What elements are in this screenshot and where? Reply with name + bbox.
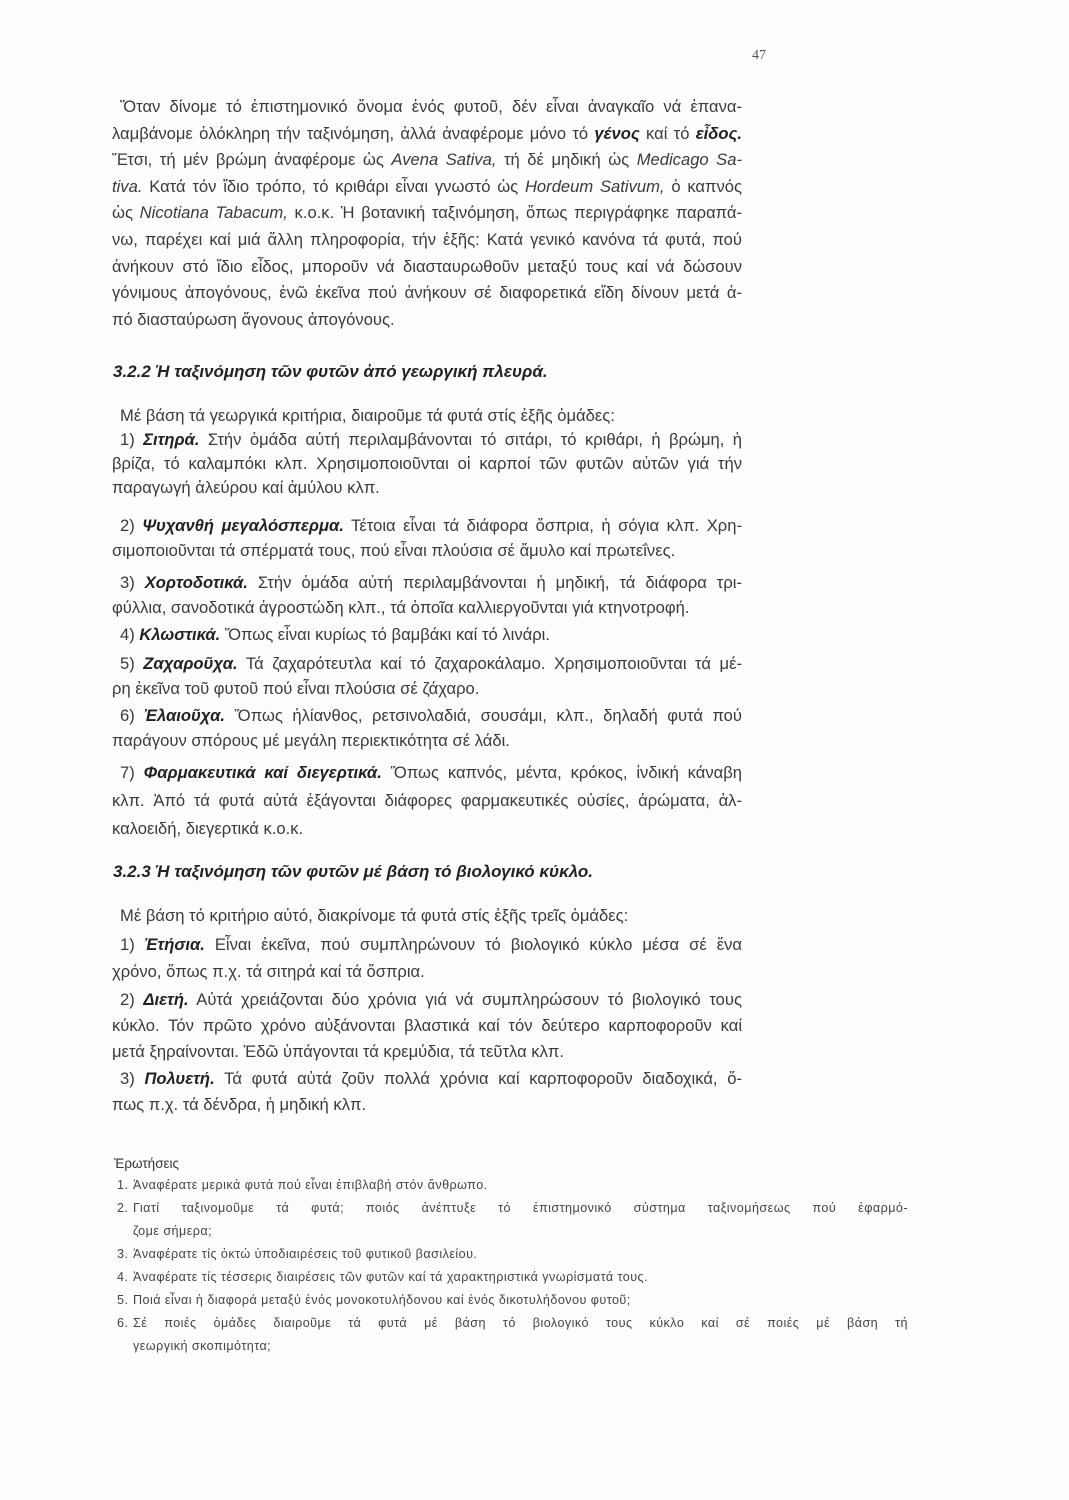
bold-term: Σιτηρά. bbox=[143, 430, 200, 449]
bold-term: Ζαχαροῦχα. bbox=[143, 654, 238, 673]
text-run: Εἶναι ἐκεῖνα, πού συμπληρώνουν τό βιολογικό κύκλο μέσα σέ ἕνα bbox=[204, 935, 742, 954]
section-heading-3-2-3: 3.2.3 Ἡ ταξινόμηση τῶν φυτῶν μέ βάση τό βιολογικό κύκλο. bbox=[113, 862, 594, 881]
text-run: γόνιμους ἀπογόνους, ἐνῶ ἐκεῖνα πού ἀνήκουν σέ διαφορετικά εἴδη δίνουν μετά ἀ- bbox=[112, 283, 742, 303]
text-run: 3) bbox=[120, 573, 145, 592]
text-run: μετά ξηραίνονται. Ἐδῶ ὑπάγονται τά κρεμύδια, τά τεῦτλα κλπ. bbox=[112, 1042, 564, 1061]
text-line bbox=[112, 815, 742, 843]
bold-term: Χορτοδοτικά. bbox=[144, 573, 248, 592]
text-run: Ὅπως ἡλίανθος, ρετσινολαδιά, σουσάμι, κλπ., δηλαδή φυτά πού bbox=[225, 706, 742, 725]
question-item bbox=[117, 1197, 908, 1243]
question-item bbox=[117, 1312, 908, 1358]
text-run: 3) bbox=[120, 1069, 145, 1088]
text-run: 6) bbox=[120, 706, 145, 725]
italic-term: Avena Sativa, bbox=[391, 150, 497, 170]
text-run: 4) bbox=[120, 625, 140, 644]
text-line bbox=[112, 1066, 742, 1092]
section-3-2-2-intro bbox=[112, 403, 742, 428]
italic-term: Nicotiana Tabacum, bbox=[139, 203, 288, 223]
list-item-perennial bbox=[112, 1066, 742, 1118]
question-item bbox=[117, 1289, 908, 1312]
italic-term: tiva. bbox=[112, 176, 143, 196]
text-line bbox=[112, 931, 742, 958]
text-line bbox=[112, 987, 742, 1013]
bold-term: Φαρμακευτικά καί διεγερτικά. bbox=[143, 763, 382, 782]
text-line bbox=[112, 1092, 742, 1118]
text-run: νω, παρέχει καί μιά ἄλλη πληροφορία, τήν ἑξῆς: Κατά γενικό κανόνα τά φυτά, πού bbox=[112, 230, 742, 249]
text-line bbox=[112, 514, 742, 539]
question-text: ζομε σήμερα; bbox=[133, 1224, 213, 1238]
question-text: Σέ ποιές ὁμάδες διαιροῦμε τά φυτά μέ βάση τό βιολογικό τους κύκλο καί σέ ποιές μέ βάση τή bbox=[133, 1316, 908, 1330]
questions-list bbox=[117, 1174, 908, 1358]
text-line bbox=[112, 476, 742, 500]
text-run: Τά φυτά αὐτά ζοῦν πολλά χρόνια καί καρποφοροῦν διαδοχικά, ὅ- bbox=[214, 1069, 742, 1088]
question-number: 4. bbox=[117, 1270, 129, 1284]
text-run: παράγουν σπόρους μέ μεγάλη περιεκτικότητα σέ λάδι. bbox=[112, 730, 510, 750]
question-number: 1. bbox=[117, 1178, 129, 1192]
text-run: κλπ. Ἀπό τά φυτά αὐτά ἐξάγονται διάφορες φαρμακευτικές οὐσίες, ἀρώματα, ἀλ- bbox=[112, 791, 742, 810]
text-line bbox=[112, 452, 742, 476]
list-item-forage bbox=[112, 571, 742, 620]
text-run: 1) bbox=[120, 430, 144, 449]
section-3-2-3-intro bbox=[112, 903, 742, 929]
bold-term: Ἐλαιοῦχα. bbox=[144, 706, 226, 725]
text-line bbox=[112, 307, 742, 334]
text-run: καλοειδή, διεγερτικά κ.ο.κ. bbox=[112, 819, 304, 838]
text-run: Ὅταν δίνομε τό ἐπιστημονικό ὄνομα ἑνός φυτοῦ, δέν εἶναι ἀναγκαῖο νά ἐπανα- bbox=[120, 97, 742, 116]
question-item bbox=[117, 1174, 908, 1197]
text-run: Στήν ὁμάδα αὐτή περιλαμβάνονται τό σιτάρι, τό κριθάρι, ἡ βρώμη, ἡ bbox=[199, 430, 742, 449]
italic-term: Medicago Sa- bbox=[636, 150, 743, 170]
text-run: Αὐτά χρειάζονται δύο χρόνια γιά νά συμπληρώσουν τό βιολογικό τους bbox=[188, 990, 742, 1009]
text-run: Ἔτσι, τή μέν βρώμη ἀναφέρομε ὡς bbox=[112, 150, 392, 170]
text-run: 2) bbox=[120, 990, 144, 1009]
text-line bbox=[112, 121, 742, 148]
text-line bbox=[112, 787, 742, 815]
text-line bbox=[112, 1039, 742, 1065]
question-text: Ἀναφέρατε τίς τέσσερις διαιρέσεις τῶν φυτῶν καί τά χαρακτηριστικά γνωρίσματά τους. bbox=[133, 1270, 649, 1284]
text-line bbox=[112, 174, 742, 201]
text-run: Μέ βάση τά γεωργικά κριτήρια, διαιροῦμε τά φυτά στίς ἑξῆς ὁμάδες: bbox=[120, 406, 615, 425]
text-run: παραγωγή ἀλεύρου καί ἀμύλου κλπ. bbox=[112, 478, 380, 498]
text-line bbox=[112, 623, 742, 648]
question-text: Ποιά εἶναι ἡ διαφορά μεταξύ ἑνός μονοκοτυλήδονου καί ἑνός δικοτυλήδονου φυτοῦ; bbox=[133, 1293, 631, 1307]
question-text: Ἀναφέρατε τίς ὀκτώ ὑποδιαιρέσεις τοῦ φυτικοῦ βασιλείου. bbox=[133, 1247, 478, 1261]
bold-term: γένος bbox=[594, 123, 640, 143]
text-run: Τέτοια εἶναι τά διάφορα ὄσπρια, ἡ σόγια κλπ. Χρη- bbox=[343, 516, 743, 535]
list-item-medicinal bbox=[112, 759, 742, 843]
text-line bbox=[112, 596, 742, 621]
question-text: Ἀναφέρατε μερικά φυτά πού εἶναι ἐπιβλαβή στόν ἄνθρωπο. bbox=[133, 1178, 488, 1192]
text-run: κύκλο. Τόν πρῶτο χρόνο αὐξάνονται βλαστικά καί τόν δεύτερο καρποφοροῦν καί bbox=[112, 1016, 742, 1035]
text-line bbox=[112, 227, 742, 254]
list-item-biennial bbox=[112, 987, 742, 1065]
text-run: Τά ζαχαρότευτλα καί τό ζαχαροκάλαμο. Χρησιμοποιοῦνται τά μέ- bbox=[237, 654, 742, 673]
text-run: χρόνο, ὅπως π.χ. τά σιτηρά καί τά ὄσπρια. bbox=[112, 962, 425, 981]
text-run: σιμοποιοῦνται τά σπέρματά τους, πού εἶναι πλούσια σέ ἄμυλο καί πρωτεΐνες. bbox=[112, 540, 676, 560]
text-line bbox=[112, 200, 742, 227]
text-line bbox=[112, 677, 742, 702]
intro-paragraph bbox=[112, 94, 742, 333]
question-item bbox=[117, 1243, 908, 1266]
question-number: 2. bbox=[117, 1201, 129, 1215]
text-run: Ὅπως καπνός, μέντα, κρόκος, ἰνδική κάναβη bbox=[381, 763, 743, 782]
question-text: Γιατί ταξινομοῦμε τά φυτά; ποιός ἀνέπτυξε τό ἐπιστημονικό σύστημα ταξινομήσεως πού ἐφαρμό- bbox=[133, 1201, 908, 1215]
text-run: Ὅπως εἶναι κυρίως τό βαμβάκι καί τό λινάρι. bbox=[220, 625, 550, 644]
text-run: πως π.χ. τά δένδρα, ἡ μηδική κλπ. bbox=[112, 1095, 367, 1114]
text-run: Στήν ὁμάδα αὐτή περιλαμβάνονται ἡ μηδική, τά διάφορα τρι- bbox=[247, 573, 742, 592]
text-line bbox=[112, 147, 742, 174]
text-run: ὁ καπνός bbox=[664, 176, 743, 196]
bold-term: Ἐτήσια. bbox=[144, 935, 205, 954]
text-run: ὡς bbox=[112, 203, 140, 223]
text-run: φύλλια, σανοδοτικά ἀγροστώδη κλπ., τά ὁποῖα καλλιεργοῦνται γιά κτηνοτροφή. bbox=[112, 597, 690, 617]
section-heading-3-2-2: 3.2.2 Ἡ ταξινόμηση τῶν φυτῶν ἀπό γεωργική πλευρά. bbox=[113, 362, 548, 381]
text-run: 7) bbox=[120, 763, 144, 782]
text-run: 5) bbox=[120, 654, 144, 673]
bold-term: Διετή. bbox=[143, 990, 189, 1009]
list-item-cereals bbox=[112, 428, 742, 501]
list-item-annual bbox=[112, 931, 742, 985]
question-number: 6. bbox=[117, 1316, 129, 1330]
text-line bbox=[112, 403, 742, 428]
questions-heading: Ἐρωτήσεις bbox=[114, 1156, 180, 1171]
text-line bbox=[112, 958, 742, 985]
page-number: 47 bbox=[752, 48, 766, 63]
text-run: κ.ο.κ. Ἡ βοτανική ταξινόμηση, ὅπως περιγράφηκε παραπά- bbox=[287, 203, 742, 223]
list-item-oil bbox=[112, 704, 742, 753]
text-run: λαμβάνομε ὁλόκληρη τήν ταξινόμηση, ἀλλά ἀναφέρομε μόνο τό bbox=[112, 123, 595, 143]
list-item-legumes bbox=[112, 514, 742, 563]
text-line bbox=[112, 652, 742, 677]
question-text: γεωργική σκοπιμότητα; bbox=[133, 1339, 272, 1353]
question-number: 5. bbox=[117, 1293, 129, 1307]
bold-term: Κλωστικά. bbox=[139, 625, 221, 644]
text-line bbox=[112, 1013, 742, 1039]
text-line bbox=[112, 428, 742, 452]
text-line bbox=[112, 94, 742, 121]
text-line bbox=[112, 539, 742, 564]
bold-term: εἶδος. bbox=[695, 123, 742, 143]
text-line bbox=[112, 280, 742, 307]
text-run: 2) bbox=[120, 516, 143, 535]
question-item bbox=[117, 1266, 908, 1289]
italic-term: Hordeum Sativum, bbox=[524, 176, 665, 196]
text-run: ρη ἐκεῖνα τοῦ φυτοῦ πού εἶναι πλούσια σέ ζάχαρο. bbox=[112, 678, 480, 698]
text-run: πό διασταύρωση ἄγονους ἀπογόνους. bbox=[112, 309, 395, 329]
text-line bbox=[112, 759, 742, 787]
text-run: βρίζα, τό καλαμπόκι κλπ. Χρησιμοποιοῦνται οἱ καρποί τῶν φυτῶν αὐτῶν γιά τήν bbox=[112, 454, 742, 474]
text-line bbox=[112, 571, 742, 596]
text-run: τή δέ μηδική ὡς bbox=[496, 150, 637, 170]
question-number: 3. bbox=[117, 1247, 129, 1261]
text-line bbox=[112, 254, 742, 281]
text-line bbox=[112, 903, 742, 929]
text-run: καί τό bbox=[639, 123, 696, 143]
bold-term: Ψυχανθή μεγαλόσπερμα. bbox=[142, 516, 344, 535]
text-run: Μέ βάση τό κριτήριο αὐτό, διακρίνομε τά φυτά στίς ἑξῆς τρεῖς ὁμάδες: bbox=[120, 906, 629, 925]
text-run: Κατά τόν ἴδιο τρόπο, τό κριθάρι εἶναι γνωστό ὡς bbox=[142, 176, 525, 196]
text-line bbox=[112, 729, 742, 754]
text-line bbox=[112, 704, 742, 729]
bold-term: Πολυετή. bbox=[144, 1069, 215, 1088]
text-run: ἀνήκουν στό ἴδιο εἶδος, μποροῦν νά διασταυρωθοῦν μεταξύ τους καί νά δώσουν bbox=[112, 256, 742, 276]
list-item-sugar bbox=[112, 652, 742, 701]
text-run: 1) bbox=[120, 935, 145, 954]
list-item-fiber bbox=[112, 623, 742, 648]
